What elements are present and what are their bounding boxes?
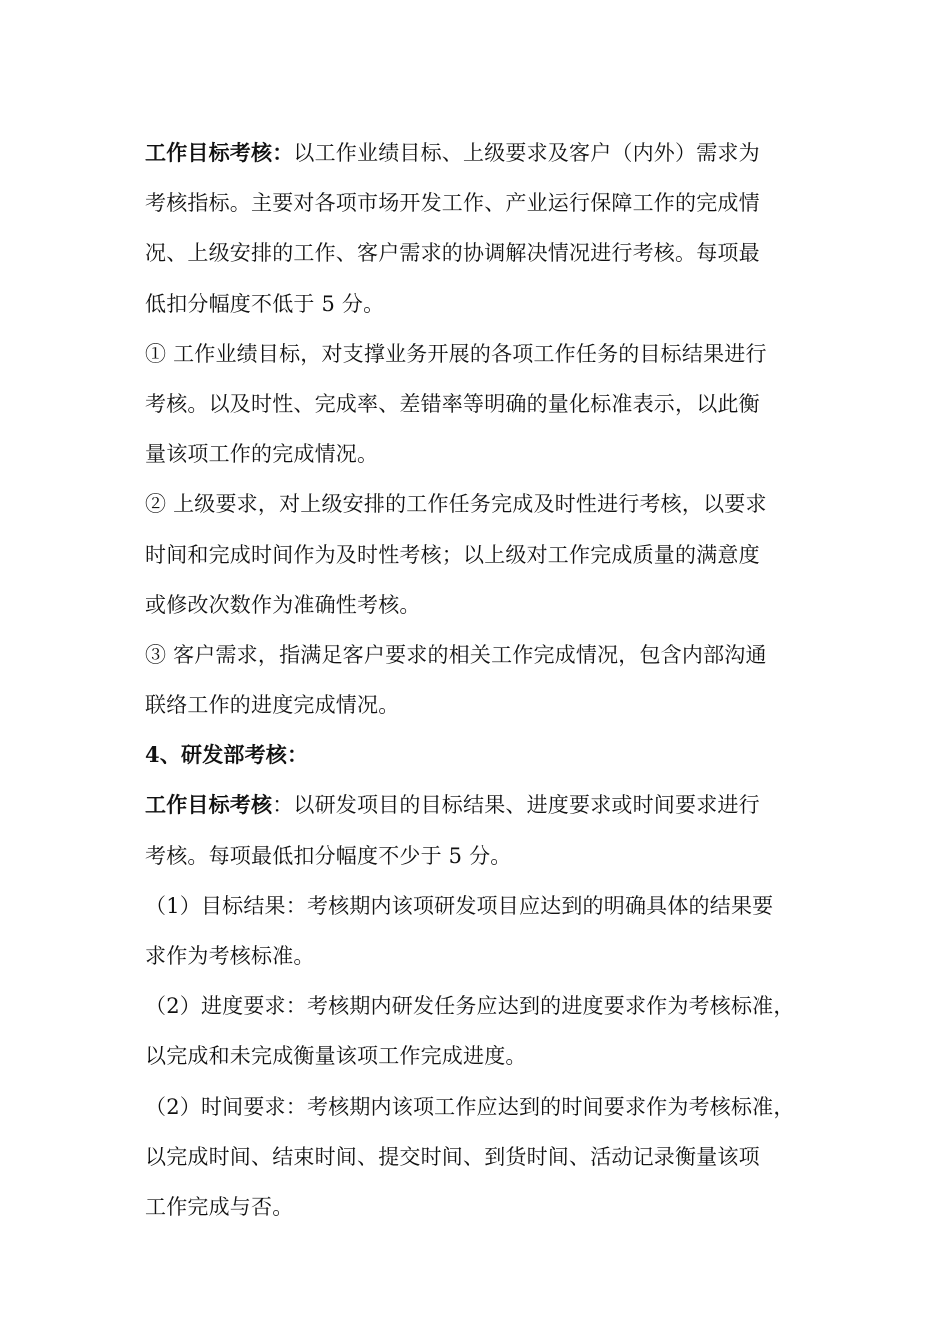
rd-item3-line-2: 以完成时间、结束时间、提交时间、到货时间、活动记录衡量该项 <box>145 1144 760 1169</box>
section-4-title: 4、研发部考核： <box>145 742 309 768</box>
document-body <box>145 128 817 1232</box>
item3-line-1: ③ 客户需求，指满足客户要求的相关工作完成情况，包含内部沟通 <box>145 642 767 667</box>
rd-item2-line-2: 以完成和未完成衡量该项工作完成进度。 <box>145 1044 527 1069</box>
intro-text-1: 以工作业绩目标、上级要求及客户（内外）需求为 <box>293 141 760 165</box>
rd-item3-line-1: （2）时间要求：考核期内该项工作应达到的时间要求作为考核标准， <box>145 1094 795 1119</box>
rd-item3-line-3: 工作完成与否。 <box>145 1194 294 1219</box>
intro-line-3: 况、上级安排的工作、客户需求的协调解决情况进行考核。每项最 <box>145 241 760 266</box>
rd-item1-line-2: 求作为考核标准。 <box>145 944 315 968</box>
rd-intro-line-1 <box>145 780 817 830</box>
item2-line-1: ② 上级要求，对上级安排的工作任务完成及时性进行考核，以要求 <box>145 492 767 517</box>
rd-intro-line-2: 考核。每项最低扣分幅度不少于 5 分。 <box>145 843 512 868</box>
rd-intro-heading: 工作目标考核 <box>145 792 273 818</box>
rd-item1-line-1: （1）目标结果：考核期内该项研发项目应达到的明确具体的结果要 <box>145 893 774 918</box>
intro-line-2: 考核指标。主要对各项市场开发工作、产业运行保障工作的完成情 <box>145 191 760 216</box>
item2-line-2: 时间和完成时间作为及时性考核；以上级对工作完成质量的满意度 <box>145 542 760 567</box>
rd-item2-line-1: （2）进度要求：考核期内研发任务应达到的进度要求作为考核标准， <box>145 994 795 1019</box>
item1-line-3: 量该项工作的完成情况。 <box>145 442 379 467</box>
item3-line-2: 联络工作的进度完成情况。 <box>145 693 400 718</box>
item1-line-2: 考核。以及时性、完成率、差错率等明确的量化标准表示，以此衡 <box>145 391 760 416</box>
item2-line-3: 或修改次数作为准确性考核。 <box>145 592 421 617</box>
intro-heading: 工作目标考核： <box>145 140 294 165</box>
intro-line-1 <box>145 128 817 178</box>
rd-intro-text-1: ：以研发项目的目标结果、进度要求或时间要求进行 <box>272 793 760 818</box>
intro-line-4: 低扣分幅度不低于 5 分。 <box>145 291 385 316</box>
item1-line-1: ① 工作业绩目标，对支撑业务开展的各项工作任务的目标结果进行 <box>145 341 767 366</box>
